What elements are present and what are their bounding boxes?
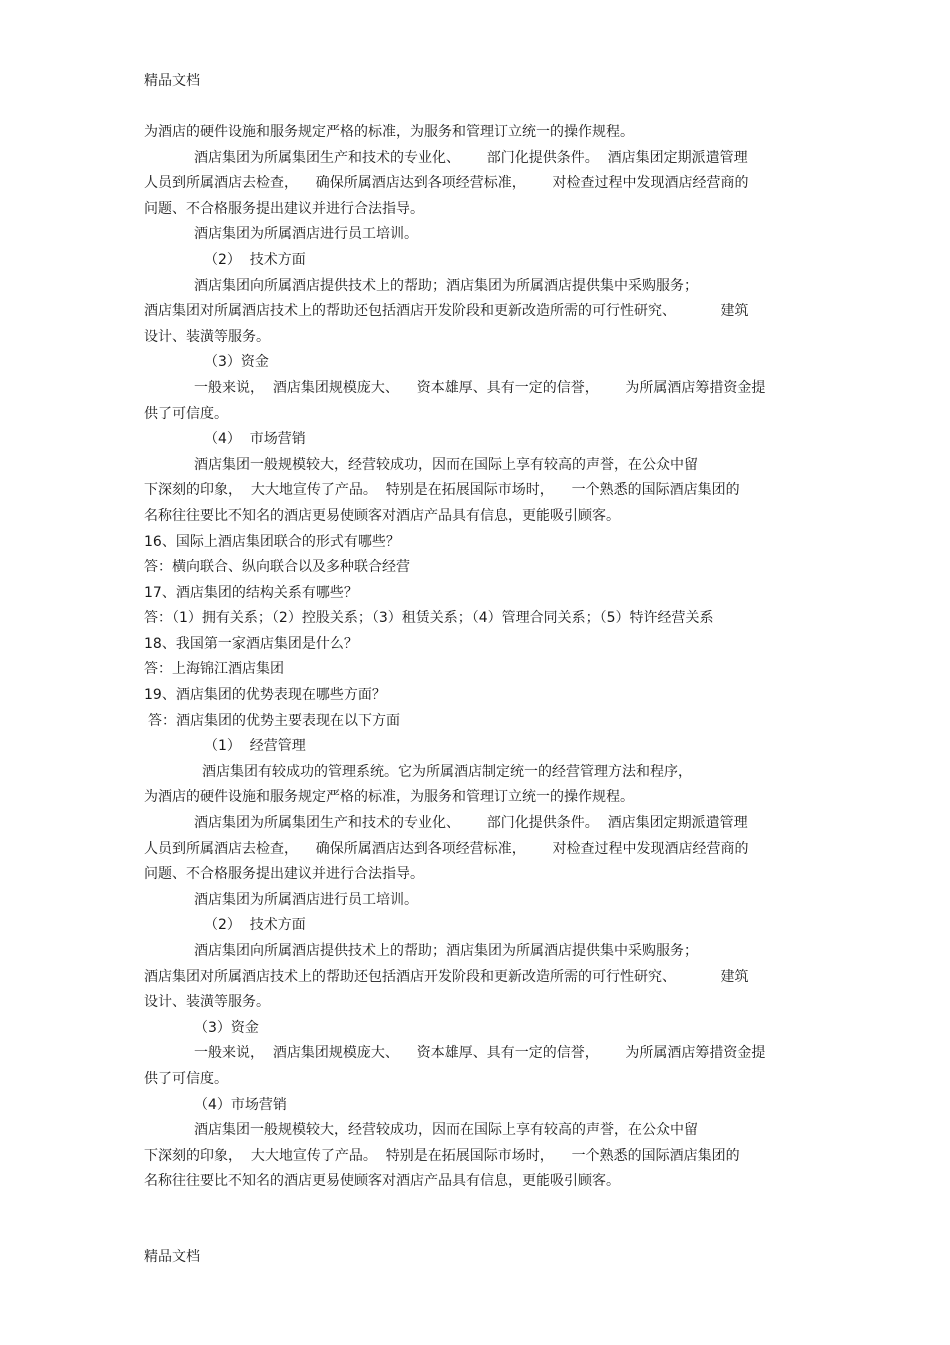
page-footer: 精品文档 [144,1249,200,1265]
text-line: 酒店集团一般规模较大，经营较成功，因而在国际上享有较高的声誉，在公众中留 [194,1122,698,1139]
text-line: 答：上海锦江酒店集团 [144,661,284,678]
text-line: （3）资金 [204,354,269,371]
text-line: 人员到所属酒店去检查， 确保所属酒店达到各项经营标准， 对检查过程中发现酒店经营商的 [144,175,749,192]
text-line: 问题、不合格服务提出建议并进行合法指导。 [144,866,424,883]
text-line: 酒店集团为所属集团生产和技术的专业化、 部门化提供条件。 酒店集团定期派遣管理 [194,149,748,166]
page-header: 精品文档 [144,73,200,89]
text-line: 16、国际上酒店集团联合的形式有哪些？ [144,533,400,550]
text-line: （2） 技术方面 [204,917,306,934]
text-line: 酒店集团为所属集团生产和技术的专业化、 部门化提供条件。 酒店集团定期派遣管理 [194,815,748,832]
text-line: 名称往往要比不知名的酒店更易使顾客对酒店产品具有信息，更能吸引顾客。 [144,507,620,524]
text-line: 酒店集团对所属酒店技术上的帮助还包括酒店开发阶段和更新改造所需的可行性研究、 建筑 [144,968,749,985]
text-line: 酒店集团向所属酒店提供技术上的帮助；酒店集团为所属酒店提供集中采购服务； [194,277,698,294]
text-line: 下深刻的印象， 大大地宣传了产品。 特别是在拓展国际市场时， 一个熟悉的国际酒店集团的 [144,482,740,499]
text-line: 答：横向联合、纵向联合以及多种联合经营 [144,559,410,576]
text-line: 酒店集团一般规模较大，经营较成功，因而在国际上享有较高的声誉，在公众中留 [194,456,698,473]
document-body [144,120,814,1195]
text-line: （2） 技术方面 [204,251,306,268]
text-line: 为酒店的硬件设施和服务规定严格的标准，为服务和管理订立统一的操作规程。 [144,124,634,140]
text-line: 18、我国第一家酒店集团是什么？ [144,635,358,652]
text-line: 酒店集团向所属酒店提供技术上的帮助；酒店集团为所属酒店提供集中采购服务； [194,943,698,959]
text-line: 答：酒店集团的优势主要表现在以下方面 [148,712,400,729]
text-line: 供了可信度。 [144,1070,228,1087]
text-line: （4）市场营销 [194,1096,287,1113]
text-line: 一般来说， 酒店集团规模庞大、 资本雄厚、具有一定的信誉， 为所属酒店筹措资金提 [194,1045,766,1062]
text-line: （1） 经营管理 [204,738,306,755]
text-line: 酒店集团为所属酒店进行员工培训。 [194,891,418,908]
text-line: 酒店集团有较成功的管理系统。它为所属酒店制定统一的经营管理方法和程序， [202,763,692,780]
text-line: 下深刻的印象， 大大地宣传了产品。 特别是在拓展国际市场时， 一个熟悉的国际酒店集团的 [144,1147,740,1164]
text-line: 设计、装潢等服务。 [144,328,270,345]
text-line: 为酒店的硬件设施和服务规定严格的标准，为服务和管理订立统一的操作规程。 [144,789,634,806]
text-line: 供了可信度。 [144,405,228,422]
text-line: （3）资金 [194,1019,259,1036]
text-line: 人员到所属酒店去检查， 确保所属酒店达到各项经营标准， 对检查过程中发现酒店经营商的 [144,840,749,857]
text-line: 设计、装潢等服务。 [144,994,270,1011]
text-line: 问题、不合格服务提出建议并进行合法指导。 [144,200,424,217]
text-line: （4） 市场营销 [204,431,306,448]
text-line: 答：（1）拥有关系；（2）控股关系；（3）租赁关系；（4）管理合同关系；（5）特许经营关系 [144,610,714,627]
text-line: 19、酒店集团的优势表现在哪些方面？ [144,687,386,704]
text-line: 酒店集团对所属酒店技术上的帮助还包括酒店开发阶段和更新改造所需的可行性研究、 建筑 [144,303,749,320]
text-line: 一般来说， 酒店集团规模庞大、 资本雄厚、具有一定的信誉， 为所属酒店筹措资金提 [194,379,766,396]
text-line: 名称往往要比不知名的酒店更易使顾客对酒店产品具有信息，更能吸引顾客。 [144,1173,620,1190]
text-line: 17、酒店集团的结构关系有哪些？ [144,584,358,601]
text-line: 酒店集团为所属酒店进行员工培训。 [194,226,418,243]
